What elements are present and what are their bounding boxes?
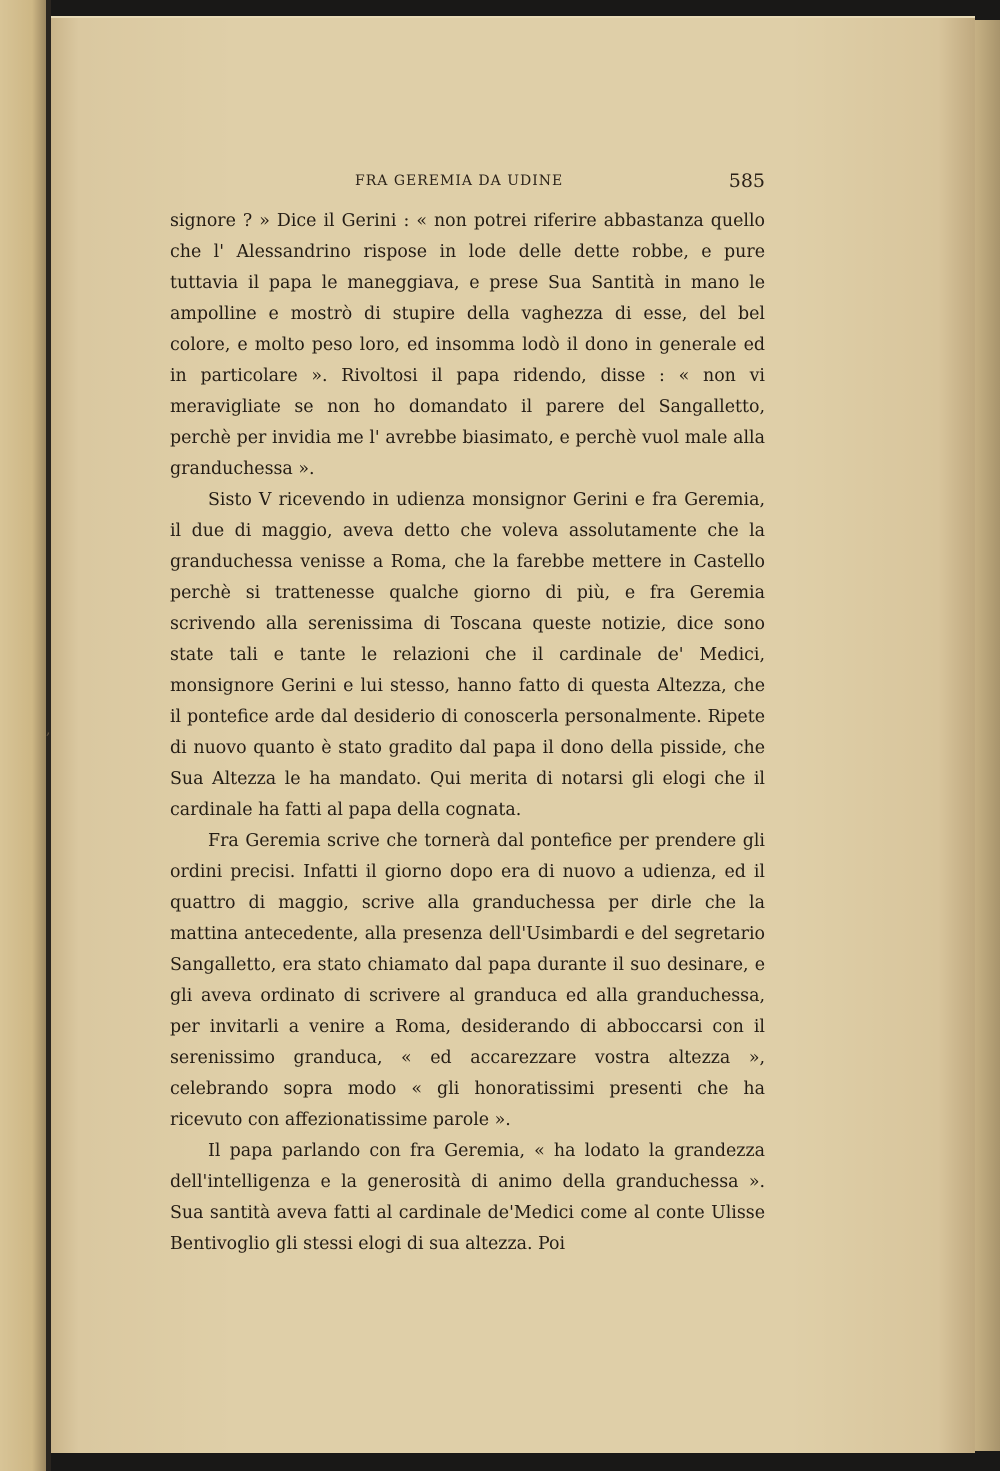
paragraph-3: Fra Geremia scrive che tornerà dal pontefice per prendere gli ordini precisi. Infatti il giorno dopo era di nuovo a udienza, ed il quattro di maggio, scrive alla granduchessa per dirle che la mattina antecedente, alla presenza dell'Usimbardi e del segretario Sangalletto, era stato chiamato dal papa durante il suo desinare, e gli aveva ordinato di scrivere al granduca ed alla granduchessa, per invitarli a venire a Roma, desiderando di abboccarsi con il serenissimo granduca, « ed accarezzare vostra altezza », celebrando sopra modo « gli honoratissimi presenti che ha ricevuto con affezionatissime parole ». (170, 831, 765, 1130)
running-head (170, 170, 765, 195)
facing-page-edge (0, 0, 46, 1471)
page-stack-edge (975, 20, 1000, 1451)
paragraph-4: Il papa parlando con fra Geremia, « ha lodato la grandezza dell'intelligenza e la generosità di animo della granduchessa ». Sua santità aveva fatti al cardinale de'Medici come al conte Ulisse Bentivoglio gli stessi elogi di sua altezza. Poi (170, 1141, 765, 1254)
page-number: 585 (728, 170, 765, 192)
paragraph-1: signore ? » Dice il Gerini : « non potrei riferire abbastanza quello che l' Alessandrino rispose in lode delle dette robbe, e pure tuttavia il papa le maneggiava, e prese Sua Santità in mano le ampolline e mostrò di stupire della vaghezza di esse, del bel colore, e molto peso loro, ed insomma lodò il dono in generale ed in particolare ». Rivoltosi il papa ridendo, disse : « non vi meravigliate se non ho domandato il parere del Sangalletto, perchè per invidia me l' avrebbe biasimato, e perchè vuol male alla granduchessa ». (170, 211, 765, 479)
paragraph-2: Sisto V ricevendo in udienza monsignor Gerini e fra Geremia, il due di maggio, aveva detto che voleva assolutamente che la granduchessa venisse a Roma, che la farebbe mettere in Castello perchè si trattenesse qualche giorno di più, e fra Geremia scrivendo alla serenissima di Toscana queste notizie, dice sono state tali e tante le relazioni che il cardinale de' Medici, monsignore Gerini e lui stesso, hanno fatto di questa Altezza, che il pontefice arde dal desiderio di conoscerla personalmente. Ripete di nuovo quanto è stato gradito dal papa il dono della pisside, che Sua Altezza le ha mandato. Qui merita di notarsi gli elogi che il cardinale ha fatti al papa della cognata. (170, 490, 765, 820)
running-head-title: FRA GEREMIA DA UDINE (355, 173, 564, 189)
margin-speck: , (46, 722, 51, 738)
body-text (170, 206, 765, 1260)
